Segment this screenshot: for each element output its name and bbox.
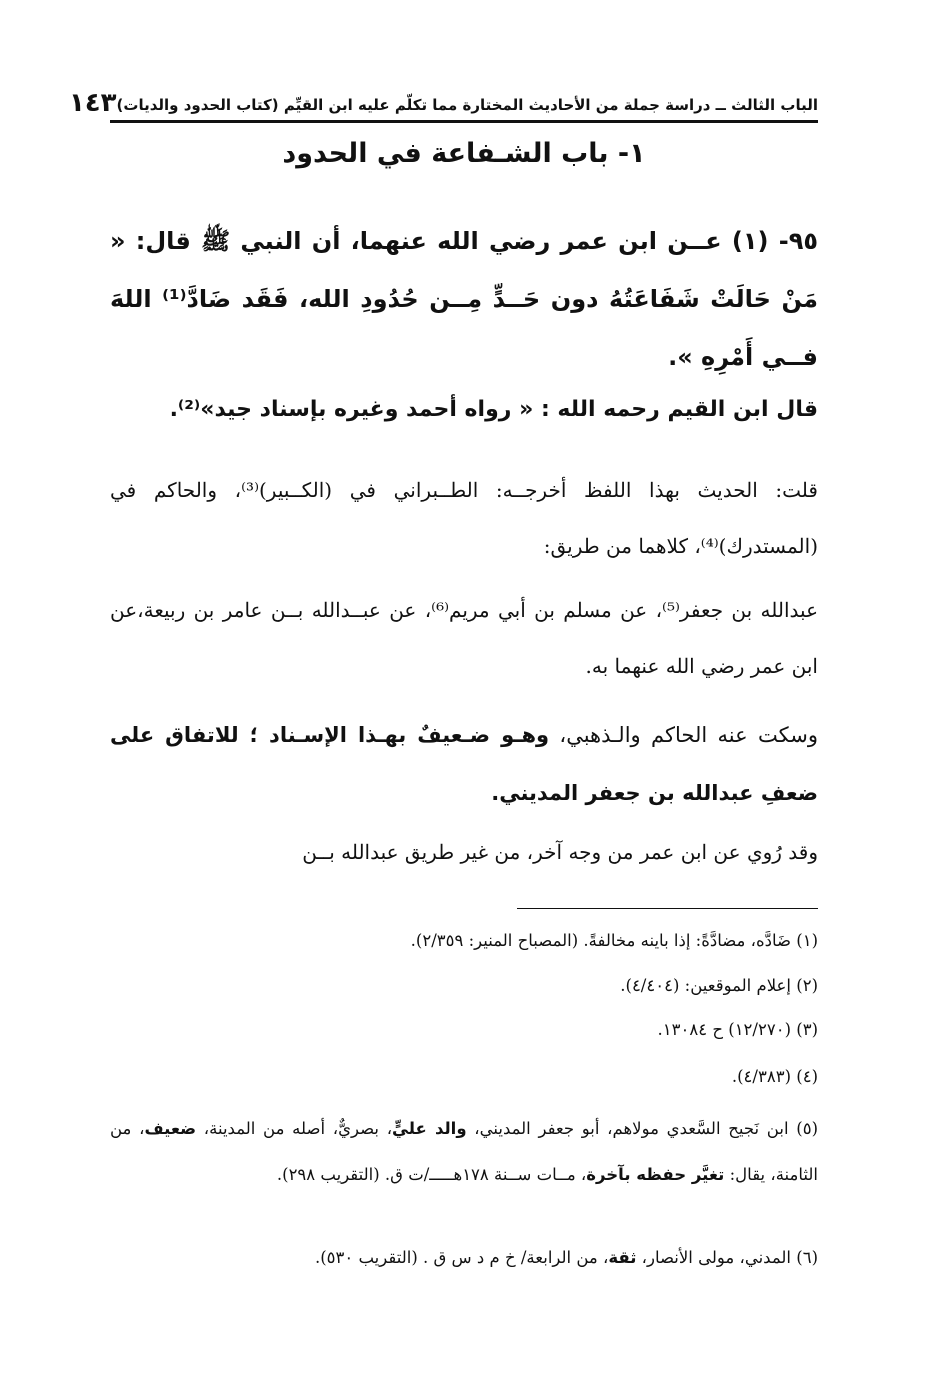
fn6-part: (٦) المدني، مولى الأنصار، — [636, 1248, 818, 1267]
alternate-chain-paragraph: وقد رُوي عن ابن عمر من وجه آخر، من غير طريق عبدالله بــن — [302, 840, 818, 864]
fn5-bold: والد عليٍّ — [392, 1119, 467, 1138]
page-number: ١٤٣ — [68, 88, 117, 118]
ruling-strong: وهـو ضـعيفٌ بهـذا الإسـناد ؛ للاتفاق على ضعفِ عبدالله بن جعفر المديني. — [110, 723, 818, 805]
footnote-divider — [517, 908, 818, 909]
isnad-paragraph: عبدالله بن جعفر⁽⁵⁾، عن مسلم بن أبي مريم⁽⁶⁾، عن عبــدالله بــن عامر بن ربيعة،عن ابن عمر رضي الله عنهما به. — [110, 598, 818, 678]
takhrij-paragraph: قلت: الحديث بهذا اللفظ أخرجــه: الطــبراني في (الكــبير)⁽³⁾، والحاكم في (المستدرك)⁽⁴⁾، كلاهما من طريق: — [110, 478, 818, 558]
footnote-5 — [110, 1106, 818, 1198]
fn5-part: ، من الثامنة، يقال: — [110, 1119, 818, 1184]
ibn-qayyim-statement: قال ابن القيم رحمه الله : « رواه أحمد وغيره بإسناد جيد»⁽²⁾. — [169, 397, 818, 422]
footnote-3: (٣) (١٢/٢٧٠) ح ١٣٠٨٤. — [657, 1020, 818, 1039]
hadith-text: ٩٥- (١) عــن ابن عمر رضي الله عنهما، أن النبي ﷺ قال: « مَنْ حَالَتْ شَفَاعَتُهُ دون حَــدٍّ مِــن حُدُودِ الله، فَقَد ضَادَّ⁽¹⁾ اللهَ فــي أَمْرِهِ ». — [110, 227, 819, 371]
footnote-1: (١) ضَادَّه، مضادَّةً: إذا باينه مخالفةً. (المصباح المنير: ٢/٣٥٩). — [410, 931, 818, 950]
footnote-2: (٢) إعلام الموقعين: (٤/٤٠٤). — [620, 976, 818, 995]
footnote-6 — [110, 1242, 818, 1274]
fn5-bold: تغيَّر حفظه بآخرة — [586, 1165, 725, 1184]
fn6-part: ، من الرابعة/ خ م د س ق . (التقريب ٥٣٠). — [314, 1248, 609, 1267]
page-header — [68, 86, 818, 123]
ruling-plain: وسكت عنه الحاكم والـذهبي، — [549, 723, 818, 747]
fn5-part: ، مــات ســنة ١٧٨هـــــ/ت ق. (التقريب ٢٩٨). — [276, 1165, 587, 1184]
fn5-bold: ضعيف — [144, 1119, 197, 1138]
chapter-title: ١- باب الشـفاعة في الحدود — [282, 138, 646, 169]
running-title: الباب الثالث ــ دراسة جملة من الأحاديث المختارة مما تكلّم عليه ابن القيِّم (كتاب الحدود والديات) — [116, 96, 818, 114]
fn5-part: ، بصريٌّ، أصله من المدينة، — [196, 1119, 393, 1138]
fn6-bold: ثقة — [608, 1248, 637, 1267]
ruling-paragraph — [110, 706, 818, 822]
footnote-4: (٤) (٤/٣٨٣). — [731, 1067, 818, 1086]
fn5-part: (٥) ابن نَجيح السَّعدي مولاهم، أبو جعفر المديني، — [466, 1119, 818, 1138]
